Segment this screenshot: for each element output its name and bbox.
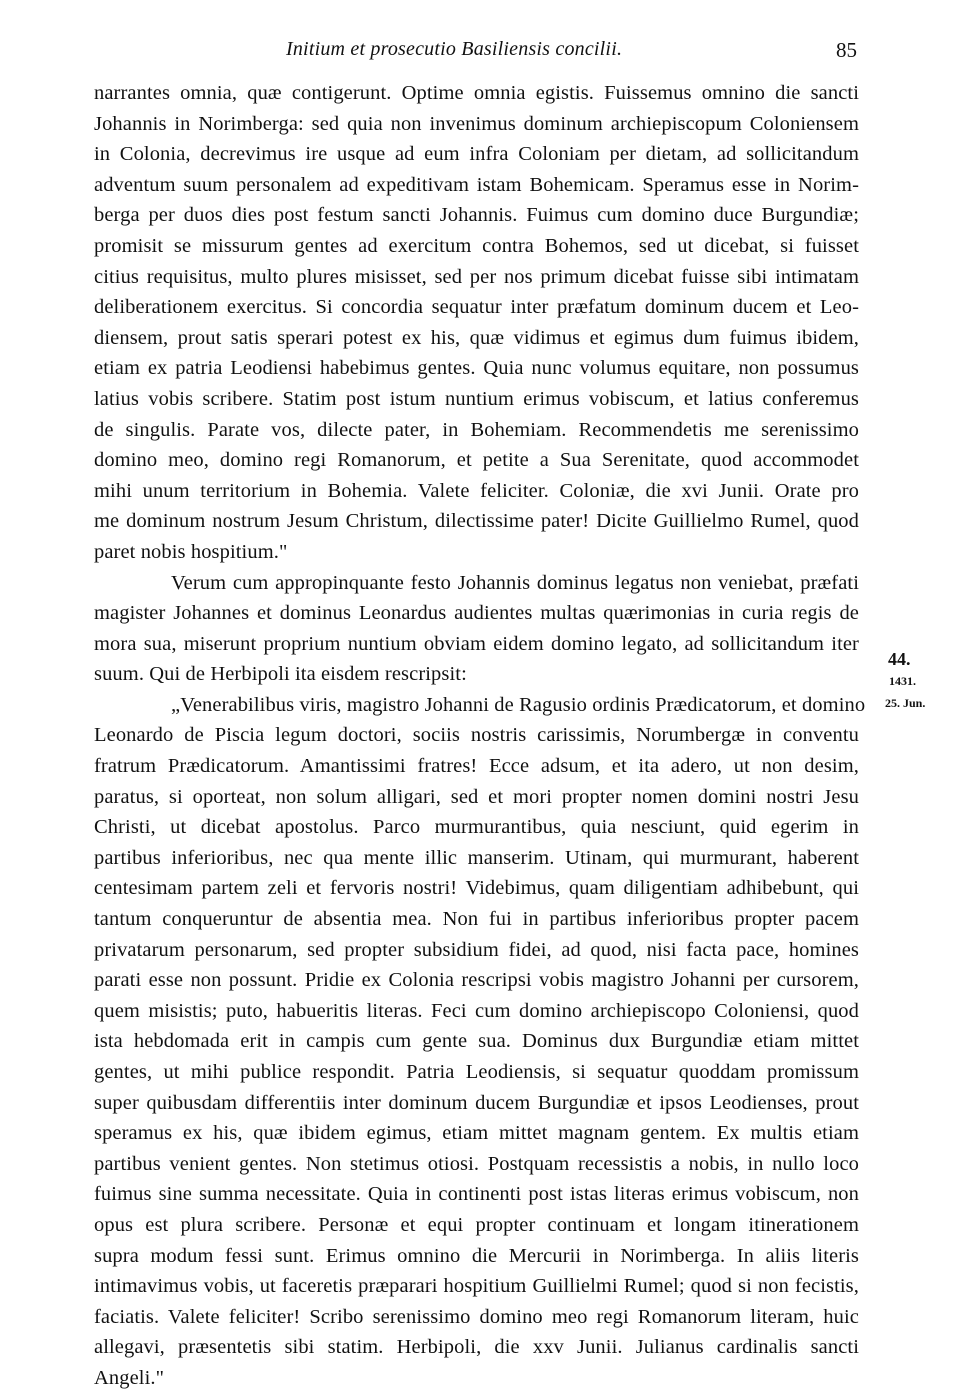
margin-date: 25. Jun. [885, 696, 926, 710]
text-line: centesimam partem zeli et fervoris nostri! Videbimus, quam diligentiam adhibebunt, qui [94, 877, 859, 900]
text-line: etiam ex patria Leodiensi habebimus gentes. Quia nunc volumus equitare, non possumus [94, 357, 859, 380]
text-line: allegavi, præsentetis sibi statim. Herbipoli, die xxv Junii. Julianus cardinalis sancti [94, 1336, 859, 1359]
text-line: quem misistis; puto, habueritis literas. Feci cum domino archiepiscopo Coloniensi, quod [94, 999, 859, 1022]
text-line: Christi, ut dicebat apostolus. Parco murmurantibus, quia nesciunt, quid egerim in [94, 816, 859, 839]
text-line: in Colonia, decrevimus ire usque ad eum infra Coloniam per dietam, ad sollicitandum [94, 143, 859, 166]
margin-document-number: 44. [888, 649, 911, 669]
text-line: paratus, si oporteat, non solum alligari, sed et mori propter nomen domini nostri Jesu [94, 785, 859, 808]
text-line: faciatis. Valete feliciter! Scribo serenissimo domino meo regi Romanorum literam, huic [94, 1305, 859, 1328]
text-line: ista hebdomada erit in campis cum gente sua. Dominus dux Burgundiæ etiam mittet [94, 1030, 859, 1053]
page-number: 85 [836, 38, 857, 62]
letter-first-line: „Venerabilibus viris, magistro Johanni de Ragusio ordinis Prædicatorum, et domino [171, 693, 866, 716]
text-line: narrantes omnia, quæ contigerunt. Optime omnia egistis. Fuissemus omnino die sancti [94, 82, 859, 104]
text-line: intimavimus vobis, ut faceretis præparari hospitium Guillielmi Rumel; quod si non fecistis, [94, 1275, 859, 1298]
text-line: promisit se missurum gentes ad exercitum contra Bohemos, sed ut dicebat, si fuisset [94, 234, 859, 257]
text-line: diensem, prout satis sperari potest ex his, quæ vidimus et egimus dum fuimus ibidem, [94, 326, 859, 349]
text-line: deliberationem exercitus. Si concordia sequatur inter præfatum dominum ducem et Leo- [94, 296, 859, 319]
text-line: supra modum fessi sunt. Erimus omnino die Mercurii in Norimberga. In aliis literis [94, 1244, 859, 1267]
paragraph-first-line: Verum cum appropinquante festo Johannis dominus legatus non veniebat, præfati [171, 571, 859, 594]
text-line: citius requisitus, multo plures misisset, sed per nos primum dicebat fuisse sibi intimatam [94, 265, 859, 288]
text-line: opus est plura scribere. Personæ et equi propter continuam et longam itinerationem [94, 1213, 859, 1236]
margin-year: 1431. [889, 674, 916, 688]
text-line: partibus venient gentes. Non stetimus otiosi. Postquam recessistis a nobis, in nullo loco [94, 1152, 859, 1175]
text-line: fratrum Prædicatorum. Amantissimi fratres! Ecce adsum, et ita adero, ut non desim, [94, 755, 859, 778]
text-line: adventum suum personalem ad expeditivam istam Bohemicam. Speramus esse in Norim- [94, 173, 859, 196]
text-line: mihi unum territorium in Bohemia. Valete feliciter. Coloniæ, die xvi Junii. Orate pro [94, 479, 859, 502]
text-line: gentes, ut mihi publice respondit. Patria Leodiensis, si sequatur quoddam promissum [94, 1061, 859, 1083]
margin-note [885, 648, 955, 714]
text-line: Leonardo de Piscia legum doctori, sociis nostris carissimis, Norumbergæ in conventu [94, 724, 859, 747]
text-line: domino meo, domino regi Romanorum, et petite a Sua Serenitate, quod accommodet [94, 449, 859, 472]
text-line: magister Johannes et dominus Leonardus audientes multas quærimonias in curia regis de [94, 602, 859, 625]
text-line: fuimus sine summa necessitate. Quia in continenti post istas literas erimus vobiscum, non [94, 1183, 859, 1206]
text-line: Johannis in Norimberga: sed quia non invenimus dominum archiepiscopum Coloniensem [94, 112, 859, 135]
text-line: privatarum personarum, sed propter subsidium fidei, ad quod, nisi facta pace, homines [94, 938, 859, 961]
text-line: mora sua, miserunt proprium nuntium obviam eidem domino legato, ad sollicitandum iter [94, 632, 859, 655]
running-title: Initium et prosecutio Basiliensis concilii. [286, 38, 623, 60]
text-line: de singulis. Parate vos, dilecte pater, in Bohemiam. Recommendetis me serenissimo [94, 418, 859, 441]
text-line: paret nobis hospitium." [94, 540, 288, 563]
text-line: Angeli." [94, 1366, 165, 1389]
text-line: tantum conqueruntur de absentia mea. Non fui in partibus inferioribus propter pacem [94, 908, 859, 931]
text-line: parati esse non possunt. Pridie ex Colonia rescripsi vobis magistro Johanni per cursorem, [94, 969, 859, 992]
text-line: berga per duos dies post festum sancti Johannis. Fuimus cum domino duce Burgundiæ; [94, 204, 859, 227]
text-line: partibus inferioribus, nec qua mente illic manserim. Utinam, qui murmurant, haberent [94, 846, 859, 869]
text-line: suum. Qui de Herbipoli ita eisdem rescripsit: [94, 663, 467, 686]
text-line: super quibusdam differentiis inter dominum ducem Burgundiæ et ipsos Leodienses, prout [94, 1091, 859, 1114]
text-line: me dominum nostrum Jesum Christum, dilectissime pater! Dicite Guillielmo Rumel, quod [94, 510, 859, 533]
body-text [94, 78, 866, 1394]
text-line: latius vobis scribere. Statim post istum nuntium erimus vobiscum, et latius conferemus [94, 387, 859, 410]
text-line: speramus ex his, quæ ibidem egimus, etiam mittet magnam gentem. Ex multis etiam [94, 1122, 859, 1145]
